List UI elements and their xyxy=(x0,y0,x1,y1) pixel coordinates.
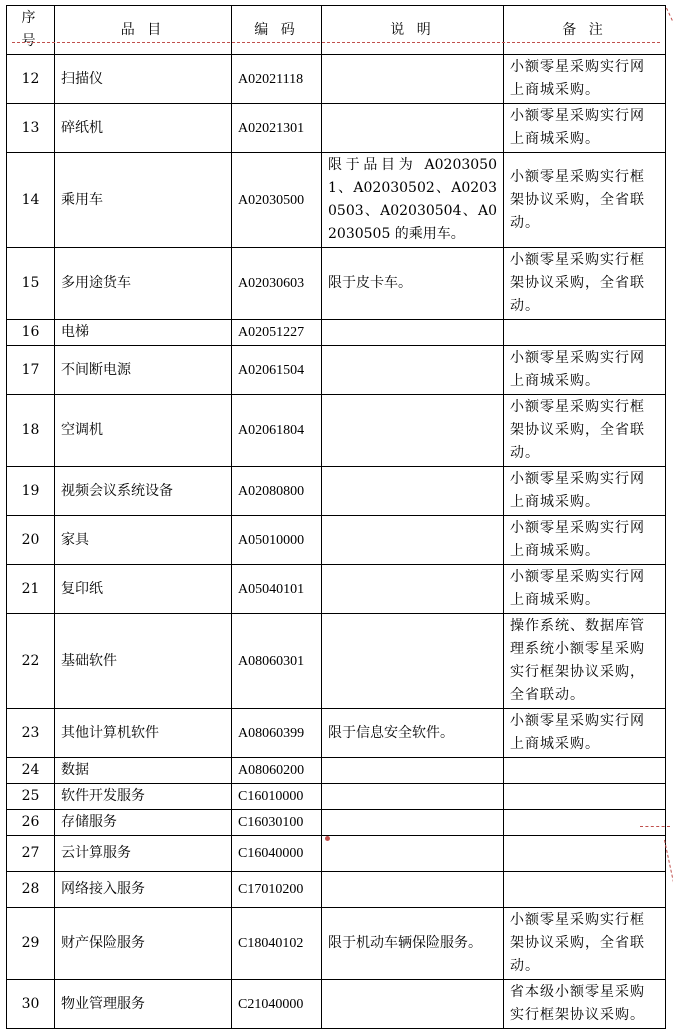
row-item-name: 财产保险服务 xyxy=(55,908,232,980)
row-remarks: 小额零星采购实行网上商城采购。 xyxy=(504,565,666,614)
row-description: 限于机动车辆保险服务。 xyxy=(322,908,504,980)
table-row xyxy=(7,908,666,980)
table-row xyxy=(7,153,666,248)
row-item-name: 家具 xyxy=(55,516,232,565)
table-row xyxy=(7,980,666,1029)
table-row xyxy=(7,320,666,346)
table-row xyxy=(7,346,666,395)
row-item-code: A05040101 xyxy=(232,565,322,614)
row-item-code: A08060301 xyxy=(232,614,322,709)
row-item-code: A02051227 xyxy=(232,320,322,346)
table-row xyxy=(7,784,666,810)
row-description xyxy=(322,836,504,872)
row-description xyxy=(322,565,504,614)
row-serial-number: 18 xyxy=(7,395,55,467)
row-serial-number: 20 xyxy=(7,516,55,565)
row-serial-number: 26 xyxy=(7,810,55,836)
table-row xyxy=(7,467,666,516)
row-remarks xyxy=(504,784,666,810)
row-item-name: 视频会议系统设备 xyxy=(55,467,232,516)
row-remarks: 小额零星采购实行网上商城采购。 xyxy=(504,467,666,516)
row-serial-number: 16 xyxy=(7,320,55,346)
row-item-name: 软件开发服务 xyxy=(55,784,232,810)
row-remarks: 小额零星采购实行网上商城采购。 xyxy=(504,346,666,395)
row-remarks xyxy=(504,758,666,784)
row-description xyxy=(322,758,504,784)
row-item-name: 电梯 xyxy=(55,320,232,346)
table-row xyxy=(7,104,666,153)
row-description: 限于信息安全软件。 xyxy=(322,709,504,758)
row-remarks: 小额零星采购实行框架协议采购，全省联动。 xyxy=(504,395,666,467)
row-serial-number: 29 xyxy=(7,908,55,980)
row-description: 限于品目为 A02030501、A02030502、A02030503、A02030504、A02030505 的乘用车。 xyxy=(322,153,504,248)
row-serial-number: 12 xyxy=(7,55,55,104)
row-item-code: A05010000 xyxy=(232,516,322,565)
row-item-code: C16030100 xyxy=(232,810,322,836)
row-item-name: 存储服务 xyxy=(55,810,232,836)
row-item-code: A02030500 xyxy=(232,153,322,248)
row-item-code: A02030603 xyxy=(232,248,322,320)
table-row xyxy=(7,248,666,320)
header-code: 编 码 xyxy=(232,6,322,55)
row-description xyxy=(322,980,504,1029)
row-item-name: 其他计算机软件 xyxy=(55,709,232,758)
row-serial-number: 13 xyxy=(7,104,55,153)
row-description xyxy=(322,55,504,104)
row-description xyxy=(322,320,504,346)
row-item-code: A02061804 xyxy=(232,395,322,467)
row-item-name: 物业管理服务 xyxy=(55,980,232,1029)
row-description: 限于皮卡车。 xyxy=(322,248,504,320)
row-description xyxy=(322,516,504,565)
row-description xyxy=(322,346,504,395)
table-row xyxy=(7,395,666,467)
row-serial-number: 30 xyxy=(7,980,55,1029)
row-remarks: 小额零星采购实行框架协议采购，全省联动。 xyxy=(504,153,666,248)
table-row xyxy=(7,836,666,872)
row-serial-number: 17 xyxy=(7,346,55,395)
row-description xyxy=(322,784,504,810)
procurement-catalog-table xyxy=(6,5,666,1029)
row-item-name: 数据 xyxy=(55,758,232,784)
row-remarks: 小额零星采购实行框架协议采购，全省联动。 xyxy=(504,908,666,980)
row-item-name: 网络接入服务 xyxy=(55,872,232,908)
row-remarks xyxy=(504,810,666,836)
row-serial-number: 15 xyxy=(7,248,55,320)
row-remarks: 小额零星采购实行网上商城采购。 xyxy=(504,104,666,153)
row-item-name: 扫描仪 xyxy=(55,55,232,104)
row-serial-number: 14 xyxy=(7,153,55,248)
table-row xyxy=(7,758,666,784)
row-item-name: 复印纸 xyxy=(55,565,232,614)
row-item-name: 乘用车 xyxy=(55,153,232,248)
row-serial-number: 19 xyxy=(7,467,55,516)
row-item-name: 多用途货车 xyxy=(55,248,232,320)
row-serial-number: 21 xyxy=(7,565,55,614)
table-row xyxy=(7,565,666,614)
table-row xyxy=(7,614,666,709)
row-item-code: A08060200 xyxy=(232,758,322,784)
header-item: 品 目 xyxy=(55,6,232,55)
row-remarks: 小额零星采购实行网上商城采购。 xyxy=(504,55,666,104)
row-remarks xyxy=(504,320,666,346)
row-serial-number: 27 xyxy=(7,836,55,872)
row-item-code: C17010200 xyxy=(232,872,322,908)
row-remarks: 操作系统、数据库管理系统小额零星采购实行框架协议采购，全省联动。 xyxy=(504,614,666,709)
table-row xyxy=(7,810,666,836)
row-item-code: A02021301 xyxy=(232,104,322,153)
row-description xyxy=(322,614,504,709)
row-item-name: 不间断电源 xyxy=(55,346,232,395)
row-serial-number: 22 xyxy=(7,614,55,709)
header-serial-number: 序号 xyxy=(7,6,55,55)
header-remarks: 备 注 xyxy=(504,6,666,55)
row-item-code: A02080800 xyxy=(232,467,322,516)
row-description xyxy=(322,395,504,467)
row-item-code: A08060399 xyxy=(232,709,322,758)
row-item-name: 云计算服务 xyxy=(55,836,232,872)
row-serial-number: 28 xyxy=(7,872,55,908)
revision-line-right xyxy=(666,8,673,36)
row-description xyxy=(322,810,504,836)
header-description: 说 明 xyxy=(322,6,504,55)
row-item-name: 基础软件 xyxy=(55,614,232,709)
row-remarks: 小额零星采购实行网上商城采购。 xyxy=(504,516,666,565)
row-description xyxy=(322,872,504,908)
row-item-name: 空调机 xyxy=(55,395,232,467)
row-item-code: A02061504 xyxy=(232,346,322,395)
table-row xyxy=(7,55,666,104)
row-remarks: 小额零星采购实行网上商城采购。 xyxy=(504,709,666,758)
row-remarks xyxy=(504,836,666,872)
row-description xyxy=(322,104,504,153)
row-remarks: 小额零星采购实行框架协议采购，全省联动。 xyxy=(504,248,666,320)
table-row xyxy=(7,872,666,908)
row-item-code: C21040000 xyxy=(232,980,322,1029)
row-item-code: C16010000 xyxy=(232,784,322,810)
row-description xyxy=(322,467,504,516)
row-item-code: C18040102 xyxy=(232,908,322,980)
table-row xyxy=(7,709,666,758)
row-serial-number: 23 xyxy=(7,709,55,758)
row-item-name: 碎纸机 xyxy=(55,104,232,153)
row-item-code: C16040000 xyxy=(232,836,322,872)
row-remarks: 省本级小额零星采购实行框架协议采购。 xyxy=(504,980,666,1029)
row-serial-number: 24 xyxy=(7,758,55,784)
row-item-code: A02021118 xyxy=(232,55,322,104)
table-row xyxy=(7,516,666,565)
table-header-row xyxy=(7,6,666,55)
row-remarks xyxy=(504,872,666,908)
row-serial-number: 25 xyxy=(7,784,55,810)
